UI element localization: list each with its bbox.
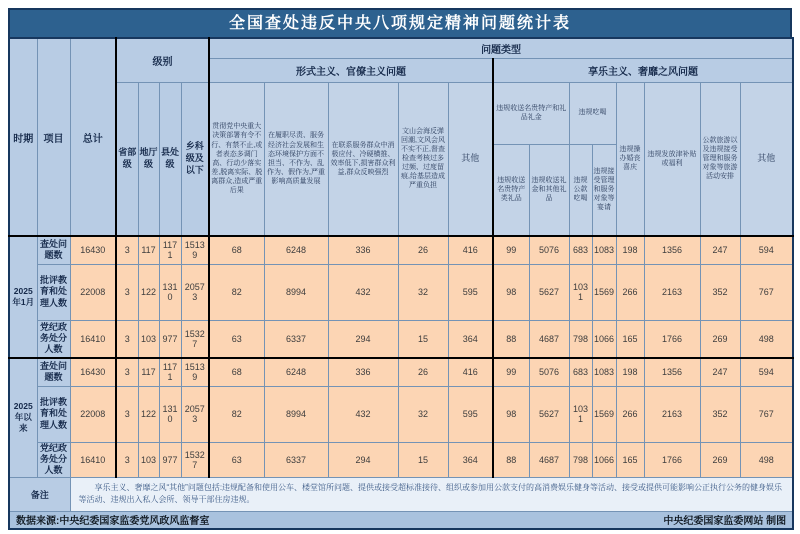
cell-value: 6248 xyxy=(264,358,328,386)
cell-value: 15 xyxy=(398,320,448,358)
cell-value: 103 xyxy=(138,442,159,477)
header-total: 总计 xyxy=(70,38,116,236)
cell-value: 98 xyxy=(493,386,529,442)
header-formalism-group: 形式主义、官僚主义问题 xyxy=(209,58,493,82)
header-gift-cash: 违规收送礼金和其他礼品 xyxy=(529,144,569,236)
note-text: 享乐主义、奢靡之风“其他”问题包括:违规配备和使用公车、楼堂馆所问题、提供或接受超标准接待、组织或参加用公款支付的高消费娱乐健身等活动、接受或提供可能影响公正执行公务的健身娱乐等活动、违规出入私人会所、领导干部住房违规。 xyxy=(70,477,793,511)
cell-value: 117 xyxy=(138,358,159,386)
header-period: 时期 xyxy=(9,38,37,236)
header-dining-public-funds: 违规公款吃喝 xyxy=(569,144,592,236)
cell-value: 266 xyxy=(616,264,644,320)
cell-value: 5076 xyxy=(529,236,569,264)
statistics-table-page xyxy=(8,8,792,530)
cell-value: 594 xyxy=(740,358,793,386)
cell-value: 247 xyxy=(700,358,740,386)
cell-value: 1083 xyxy=(592,236,616,264)
cell-value: 165 xyxy=(616,320,644,358)
cell-value: 15 xyxy=(398,442,448,477)
header-formalism-col-3: 在联系服务群众中消极应付、冷硬横推、效率低下,损害群众利益,群众反映强烈 xyxy=(328,82,398,236)
header-formalism-other: 其他 xyxy=(448,82,493,236)
cell-value: 594 xyxy=(740,236,793,264)
cell-total: 22008 xyxy=(70,264,116,320)
cell-value: 336 xyxy=(328,358,398,386)
cell-value: 1031 xyxy=(569,264,592,320)
cell-value: 294 xyxy=(328,442,398,477)
row-label: 党纪政务处分人数 xyxy=(37,442,70,477)
cell-value: 98 xyxy=(493,264,529,320)
cell-value: 269 xyxy=(700,320,740,358)
header-level-prefecture: 地厅级 xyxy=(138,82,159,236)
cell-value: 977 xyxy=(159,442,181,477)
cell-value: 15139 xyxy=(181,358,209,386)
cell-value: 5627 xyxy=(529,386,569,442)
header-level-group: 级别 xyxy=(116,38,209,82)
header-dining-banquets: 违规接受管理和服务对象等宴请 xyxy=(592,144,616,236)
page-title: 全国查处违反中央八项规定精神问题统计表 xyxy=(8,8,792,37)
cell-value: 117 xyxy=(138,236,159,264)
cell-value: 352 xyxy=(700,264,740,320)
cell-value: 1310 xyxy=(159,264,181,320)
header-level-county: 县处级 xyxy=(159,82,181,236)
header-hedonism-travel: 公款旅游以及违规接受管理和服务对象等旅游活动安排 xyxy=(700,82,740,236)
cell-value: 6337 xyxy=(264,442,328,477)
cell-value: 88 xyxy=(493,442,529,477)
cell-value: 20573 xyxy=(181,386,209,442)
cell-value: 767 xyxy=(740,264,793,320)
cell-value: 165 xyxy=(616,442,644,477)
cell-value: 63 xyxy=(209,442,264,477)
cell-total: 16410 xyxy=(70,320,116,358)
cell-value: 416 xyxy=(448,358,493,386)
cell-value: 4687 xyxy=(529,442,569,477)
row-label: 批评教育和处理人数 xyxy=(37,264,70,320)
cell-value: 4687 xyxy=(529,320,569,358)
header-problem-type-group: 问题类型 xyxy=(209,38,793,58)
cell-value: 1171 xyxy=(159,236,181,264)
cell-value: 1569 xyxy=(592,264,616,320)
cell-value: 1569 xyxy=(592,386,616,442)
cell-value: 15327 xyxy=(181,442,209,477)
cell-value: 122 xyxy=(138,264,159,320)
cell-value: 32 xyxy=(398,264,448,320)
cell-value: 82 xyxy=(209,264,264,320)
cell-value: 336 xyxy=(328,236,398,264)
header-level-township: 乡科级及以下 xyxy=(181,82,209,236)
cell-value: 15327 xyxy=(181,320,209,358)
cell-value: 3 xyxy=(116,386,138,442)
cell-value: 8994 xyxy=(264,264,328,320)
cell-value: 82 xyxy=(209,386,264,442)
cell-value: 8994 xyxy=(264,386,328,442)
footer-band xyxy=(9,511,793,529)
cell-value: 595 xyxy=(448,264,493,320)
cell-value: 683 xyxy=(569,236,592,264)
cell-value: 498 xyxy=(740,320,793,358)
cell-value: 122 xyxy=(138,386,159,442)
header-item: 项目 xyxy=(37,38,70,236)
cell-value: 198 xyxy=(616,358,644,386)
cell-value: 1171 xyxy=(159,358,181,386)
cell-value: 20573 xyxy=(181,264,209,320)
cell-value: 26 xyxy=(398,236,448,264)
row-label: 党纪政务处分人数 xyxy=(37,320,70,358)
cell-value: 1356 xyxy=(644,236,700,264)
cell-value: 498 xyxy=(740,442,793,477)
cell-value: 68 xyxy=(209,236,264,264)
header-gift-specialty: 违规收送名贵特产类礼品 xyxy=(493,144,529,236)
cell-value: 977 xyxy=(159,320,181,358)
cell-value: 1356 xyxy=(644,358,700,386)
cell-value: 1766 xyxy=(644,442,700,477)
header-hedonism-allowances: 违规发放津补贴或福利 xyxy=(644,82,700,236)
cell-value: 2163 xyxy=(644,386,700,442)
cell-value: 26 xyxy=(398,358,448,386)
header-level-province: 省部级 xyxy=(116,82,138,236)
cell-value: 364 xyxy=(448,442,493,477)
cell-value: 5076 xyxy=(529,358,569,386)
cell-value: 416 xyxy=(448,236,493,264)
row-label: 批评教育和处理人数 xyxy=(37,386,70,442)
header-formalism-col-1: 贯彻党中央重大决策部署有令不行、有禁不止,或者表态多调门高、行动少落实差,脱离实际、脱离群众,造成严重后果 xyxy=(209,82,264,236)
cell-value: 432 xyxy=(328,264,398,320)
cell-value: 266 xyxy=(616,386,644,442)
header-formalism-col-2: 在履职尽责、服务经济社会发展和生态环境保护方面不担当、不作为、乱作为、假作为,严重影响高质量发展 xyxy=(264,82,328,236)
cell-value: 247 xyxy=(700,236,740,264)
cell-value: 269 xyxy=(700,442,740,477)
credit-text: 中央纪委国家监委网站 制图 xyxy=(663,516,787,528)
cell-total: 16410 xyxy=(70,442,116,477)
cell-value: 103 xyxy=(138,320,159,358)
cell-value: 1031 xyxy=(569,386,592,442)
cell-value: 294 xyxy=(328,320,398,358)
cell-value: 88 xyxy=(493,320,529,358)
cell-value: 5627 xyxy=(529,264,569,320)
cell-value: 3 xyxy=(116,442,138,477)
cell-value: 198 xyxy=(616,236,644,264)
header-formalism-col-4: 文山会海反弹回潮,文风会风不实不正,督查检查考核过多过频、过度留痕,给基层造成严重负担 xyxy=(398,82,448,236)
cell-value: 352 xyxy=(700,386,740,442)
cell-value: 595 xyxy=(448,386,493,442)
cell-value: 1310 xyxy=(159,386,181,442)
header-hedonism-wedding-funeral: 违规操办婚丧喜庆 xyxy=(616,82,644,236)
cell-value: 68 xyxy=(209,358,264,386)
cell-value: 2163 xyxy=(644,264,700,320)
cell-value: 1066 xyxy=(592,320,616,358)
cell-value: 15139 xyxy=(181,236,209,264)
cell-value: 63 xyxy=(209,320,264,358)
header-hedonism-group: 享乐主义、奢靡之风问题 xyxy=(493,58,793,82)
header-gift-group: 违规收送名贵特产和礼品礼金 xyxy=(493,82,569,144)
cell-value: 767 xyxy=(740,386,793,442)
cell-value: 798 xyxy=(569,442,592,477)
cell-value: 1066 xyxy=(592,442,616,477)
cell-value: 99 xyxy=(493,358,529,386)
header-dining-group: 违规吃喝 xyxy=(569,82,616,144)
cell-value: 6337 xyxy=(264,320,328,358)
statistics-table xyxy=(8,37,794,530)
header-hedonism-other: 其他 xyxy=(740,82,793,236)
period-label: 2025年1月 xyxy=(9,236,37,358)
cell-total: 16430 xyxy=(70,358,116,386)
cell-value: 32 xyxy=(398,386,448,442)
row-label: 查处问题数 xyxy=(37,358,70,386)
cell-value: 99 xyxy=(493,236,529,264)
cell-value: 798 xyxy=(569,320,592,358)
cell-value: 364 xyxy=(448,320,493,358)
cell-value: 3 xyxy=(116,320,138,358)
cell-value: 6248 xyxy=(264,236,328,264)
cell-value: 683 xyxy=(569,358,592,386)
cell-value: 432 xyxy=(328,386,398,442)
cell-value: 3 xyxy=(116,236,138,264)
row-label: 查处问题数 xyxy=(37,236,70,264)
period-label: 2025年以来 xyxy=(9,358,37,477)
cell-value: 1766 xyxy=(644,320,700,358)
cell-total: 16430 xyxy=(70,236,116,264)
cell-value: 1083 xyxy=(592,358,616,386)
cell-value: 3 xyxy=(116,358,138,386)
cell-total: 22008 xyxy=(70,386,116,442)
note-label: 备注 xyxy=(9,477,70,511)
data-source-text: 数据来源:中央纪委国家监委党风政风监督室 xyxy=(16,516,210,528)
cell-value: 3 xyxy=(116,264,138,320)
